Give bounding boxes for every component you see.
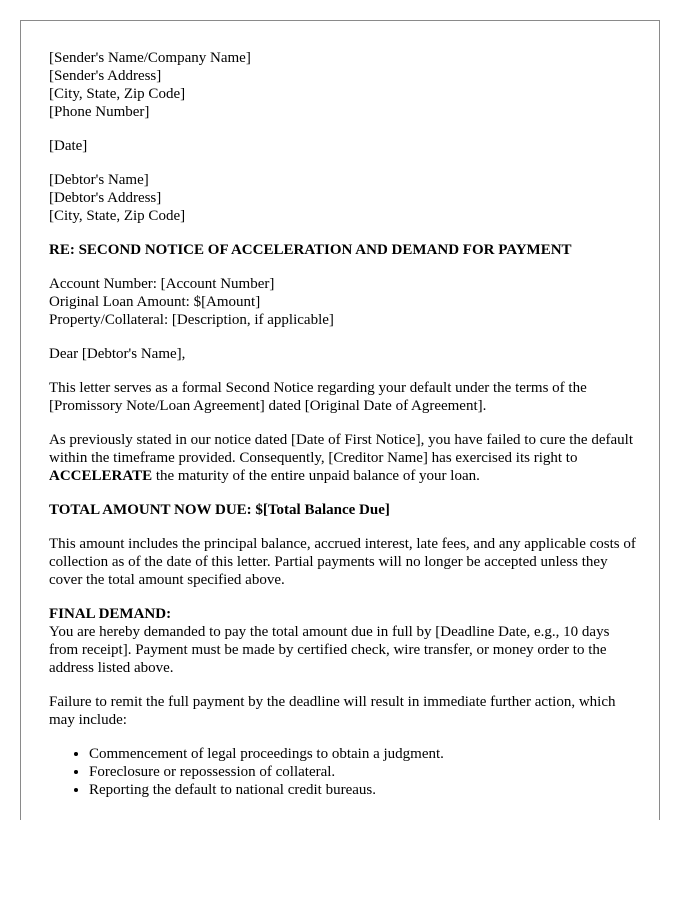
paragraph-consequences: Failure to remit the full payment by the deadline will result in immediate further action, which may include: xyxy=(49,694,616,728)
accelerate-emphasis: ACCELERATE xyxy=(49,468,153,484)
sender-name: [Sender's Name/Company Name] xyxy=(49,50,251,66)
property-collateral: Property/Collateral: [Description, if applicable] xyxy=(49,312,334,328)
letter-date: [Date] xyxy=(49,138,88,154)
final-demand-section xyxy=(49,605,639,677)
sender-address: [Sender's Address] xyxy=(49,68,162,84)
acceleration-text-after: the maturity of the entire unpaid balance of your loan. xyxy=(152,468,480,484)
date-block xyxy=(49,137,639,155)
sender-block xyxy=(49,49,639,121)
paragraph-acceleration xyxy=(49,431,639,485)
account-details xyxy=(49,275,639,329)
final-demand-text: You are hereby demanded to pay the total amount due in full by [Deadline Date, e.g., 10 days from receipt]. Payment must be made by certified check, wire transfer, or money order to the address listed above. xyxy=(49,624,610,676)
subject-line: RE: SECOND NOTICE OF ACCELERATION AND DEMAND FOR PAYMENT xyxy=(49,242,572,258)
sender-city-state-zip: [City, State, Zip Code] xyxy=(49,86,186,102)
final-demand-heading: FINAL DEMAND: xyxy=(49,606,172,622)
total-amount-due: TOTAL AMOUNT NOW DUE: $[Total Balance Due] xyxy=(49,502,390,518)
debtor-address: [Debtor's Address] xyxy=(49,190,162,206)
list-item: • Foreclosure or repossession of collateral. xyxy=(89,763,639,781)
account-number: Account Number: [Account Number] xyxy=(49,276,275,292)
debtor-name: [Debtor's Name] xyxy=(49,172,149,188)
list-item: • Commencement of legal proceedings to obtain a judgment. xyxy=(89,745,639,763)
debtor-city-state-zip: [City, State, Zip Code] xyxy=(49,208,186,224)
letter-page xyxy=(20,20,660,820)
consequences-list xyxy=(49,745,639,799)
letter-body xyxy=(49,49,639,799)
list-item: • Reporting the default to national credit bureaus. xyxy=(89,781,639,799)
debtor-block xyxy=(49,171,639,225)
original-loan-amount: Original Loan Amount: $[Amount] xyxy=(49,294,261,310)
paragraph-amount-details: This amount includes the principal balance, accrued interest, late fees, and any applicable costs of collection as of the date of this letter. Partial payments will no longer be accepted unless they cover the total amount specified above. xyxy=(49,536,636,588)
salutation: Dear [Debtor's Name], xyxy=(49,346,186,362)
acceleration-text-before: As previously stated in our notice dated [Date of First Notice], you have failed to cure the default within the timeframe provided. Consequently, [Creditor Name] has exercised its right to xyxy=(49,432,633,466)
sender-phone: [Phone Number] xyxy=(49,104,150,120)
paragraph-second-notice: This letter serves as a formal Second Notice regarding your default under the terms of the [Promissory Note/Loan Agreement] dated [Original Date of Agreement]. xyxy=(49,380,587,414)
